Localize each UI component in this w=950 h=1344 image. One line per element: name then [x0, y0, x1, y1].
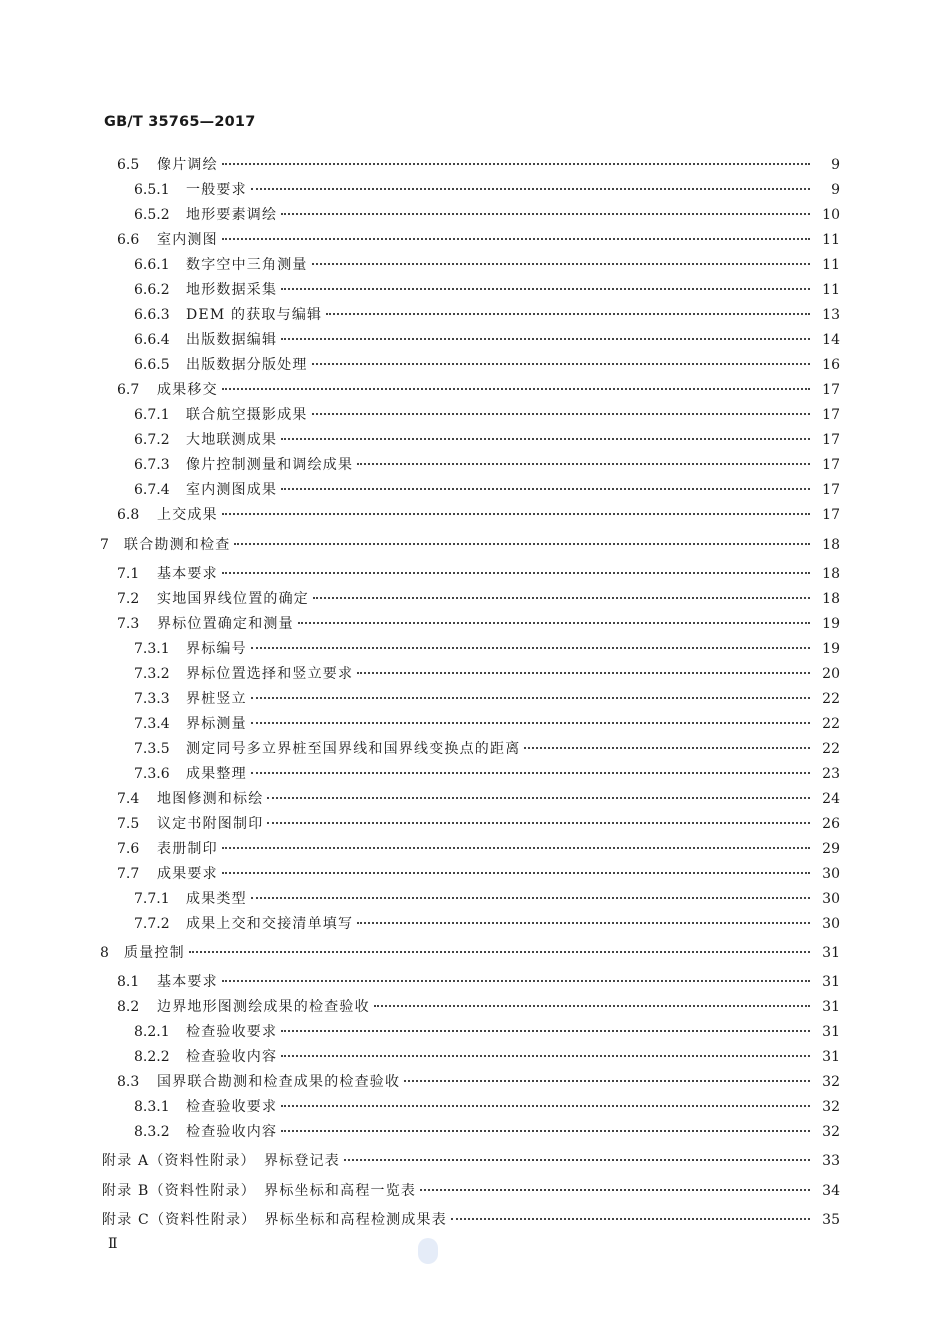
- toc-entry-number: 7.1: [117, 566, 140, 582]
- toc-page-number: 31: [822, 1049, 840, 1065]
- toc-entry-number: 8.2: [117, 999, 140, 1015]
- toc-appendix-entry[interactable]: [100, 1180, 840, 1200]
- toc-entry-number: 6.6.5: [134, 357, 170, 373]
- toc-entry-title: 数字空中三角测量: [186, 257, 308, 273]
- toc-page-number: 9: [831, 182, 840, 198]
- toc-entry-title: 质量控制: [124, 945, 185, 961]
- toc-page-number: 26: [822, 816, 840, 832]
- toc-dot-leader: [267, 797, 810, 799]
- toc-dot-leader: [234, 543, 810, 545]
- toc-entry[interactable]: [100, 1121, 840, 1141]
- toc-entry-number: 8.3.1: [134, 1099, 170, 1115]
- toc-entry[interactable]: [100, 788, 840, 808]
- toc-entry[interactable]: [100, 813, 840, 833]
- toc-dot-leader: [281, 213, 810, 215]
- toc-dot-leader: [357, 463, 810, 465]
- toc-entry-title: 成果类型: [186, 891, 247, 907]
- toc-entry-title: 界桩竖立: [186, 691, 247, 707]
- toc-entry-title: 检查验收要求: [186, 1024, 278, 1040]
- toc-page-number: 11: [822, 232, 840, 248]
- toc-dot-leader: [281, 1105, 810, 1107]
- toc-entry-number: 8.2.1: [134, 1024, 170, 1040]
- toc-page-number: 31: [822, 999, 840, 1015]
- toc-entry-number: 8.3: [117, 1074, 140, 1090]
- toc-entry-title: 界标编号: [186, 641, 247, 657]
- toc-dot-leader: [222, 388, 810, 390]
- toc-dot-leader: [357, 922, 810, 924]
- toc-entry-title: 边界地形图测绘成果的检查验收: [157, 999, 370, 1015]
- toc-entry-number: 8.2.2: [134, 1049, 170, 1065]
- toc-entry[interactable]: [100, 638, 840, 658]
- toc-entry[interactable]: [100, 588, 840, 608]
- toc-page-number: 30: [822, 866, 840, 882]
- toc-page-number: 10: [822, 207, 840, 223]
- toc-entry[interactable]: [100, 229, 840, 249]
- toc-entry-title: 出版数据编辑: [186, 332, 278, 348]
- toc-dot-leader: [420, 1189, 810, 1191]
- toc-entry[interactable]: [100, 534, 840, 554]
- toc-entry-number: 7.6: [117, 841, 140, 857]
- toc-entry-title: 界标位置选择和竖立要求: [186, 666, 354, 682]
- toc-entry[interactable]: [100, 429, 840, 449]
- toc-entry[interactable]: [100, 613, 840, 633]
- toc-dot-leader: [281, 338, 810, 340]
- toc-dot-leader: [312, 263, 810, 265]
- toc-dot-leader: [312, 413, 810, 415]
- toc-entry-title: 基本要求: [157, 974, 218, 990]
- toc-dot-leader: [251, 772, 810, 774]
- toc-page-number: 19: [822, 641, 840, 657]
- toc-page-number: 31: [822, 974, 840, 990]
- toc-entry-title: 室内测图成果: [186, 482, 278, 498]
- toc-entry-number: 6.5.1: [134, 182, 170, 198]
- toc-dot-leader: [374, 1005, 810, 1007]
- toc-entry-number: 7.3.5: [134, 741, 170, 757]
- toc-entry[interactable]: [100, 942, 840, 962]
- toc-entry-title: 界标测量: [186, 716, 247, 732]
- toc-dot-leader: [344, 1159, 810, 1161]
- toc-page-number: 32: [822, 1124, 840, 1140]
- toc-entry-title: 地形数据采集: [186, 282, 278, 298]
- toc-dot-leader: [281, 288, 810, 290]
- toc-page-number: 11: [822, 282, 840, 298]
- toc-entry-title: 出版数据分版处理: [186, 357, 308, 373]
- toc-page-number: 29: [822, 841, 840, 857]
- toc-entry[interactable]: [100, 329, 840, 349]
- toc-dot-leader: [451, 1218, 810, 1220]
- toc-entry-title: 附录 C（资料性附录） 界标坐标和高程检测成果表: [102, 1212, 447, 1228]
- toc-entry-number: 7.2: [117, 591, 140, 607]
- toc-entry[interactable]: [100, 1071, 840, 1091]
- toc-dot-leader: [251, 647, 810, 649]
- toc-dot-leader: [281, 488, 810, 490]
- toc-entry-number: 8: [100, 945, 109, 961]
- toc-entry-title: 成果上交和交接清单填写: [186, 916, 354, 932]
- toc-entry-title: 成果整理: [186, 766, 247, 782]
- toc-entry[interactable]: [100, 763, 840, 783]
- standard-code-header: GB/T 35765—2017: [104, 114, 256, 130]
- toc-page-number: 22: [822, 691, 840, 707]
- toc-entry-number: 6.6.4: [134, 332, 170, 348]
- toc-page-number: 16: [822, 357, 840, 373]
- toc-entry-title: 像片控制测量和调绘成果: [186, 457, 354, 473]
- toc-entry-title: 上交成果: [157, 507, 218, 523]
- toc-entry-title: 议定书附图制印: [157, 816, 264, 832]
- toc-entry-title: 国界联合勘测和检查成果的检查验收: [157, 1074, 401, 1090]
- toc-entry[interactable]: [100, 154, 840, 174]
- toc-entry-title: 检查验收要求: [186, 1099, 278, 1115]
- toc-entry[interactable]: [100, 254, 840, 274]
- toc-page-number: 18: [822, 566, 840, 582]
- toc-entry-title: 附录 A（资料性附录） 界标登记表: [102, 1153, 340, 1169]
- toc-entry[interactable]: [100, 304, 840, 324]
- toc-page-number: 20: [822, 666, 840, 682]
- toc-page-number: 17: [822, 482, 840, 498]
- toc-dot-leader: [222, 872, 810, 874]
- toc-dot-leader: [189, 951, 810, 953]
- toc-entry-title: 测定同号多立界桩至国界线和国界线变换点的距离: [186, 741, 521, 757]
- toc-entry-title: 室内测图: [157, 232, 218, 248]
- toc-page-number: 31: [822, 1024, 840, 1040]
- toc-entry[interactable]: [100, 204, 840, 224]
- toc-entry-number: 7.7.2: [134, 916, 170, 932]
- toc-page-number: 33: [822, 1153, 840, 1169]
- toc-page-number: 13: [822, 307, 840, 323]
- toc-dot-leader: [222, 513, 810, 515]
- toc-entry-number: 7.3.1: [134, 641, 170, 657]
- toc-entry-number: 8.3.2: [134, 1124, 170, 1140]
- toc-entry[interactable]: [100, 913, 840, 933]
- toc-entry[interactable]: [100, 863, 840, 883]
- toc-entry-title: 成果移交: [157, 382, 218, 398]
- toc-entry[interactable]: [100, 454, 840, 474]
- toc-entry-title: 实地国界线位置的确定: [157, 591, 309, 607]
- toc-page-number: 23: [822, 766, 840, 782]
- toc-entry[interactable]: [100, 404, 840, 424]
- toc-entry-number: 6.6.1: [134, 257, 170, 273]
- toc-page-number: 31: [822, 945, 840, 961]
- toc-page-number: 18: [822, 591, 840, 607]
- toc-page-number: 17: [822, 382, 840, 398]
- toc-entry[interactable]: [100, 996, 840, 1016]
- toc-page-number: 14: [822, 332, 840, 348]
- toc-entry-title: 检查验收内容: [186, 1049, 278, 1065]
- toc-entry-title: 大地联测成果: [186, 432, 278, 448]
- toc-dot-leader: [326, 313, 810, 315]
- toc-entry-number: 6.8: [117, 507, 140, 523]
- toc-dot-leader: [251, 697, 810, 699]
- toc-entry[interactable]: [100, 838, 840, 858]
- toc-page-number: 30: [822, 916, 840, 932]
- toc-entry[interactable]: [100, 354, 840, 374]
- toc-entry-title: DEM 的获取与编辑: [186, 307, 323, 323]
- toc-entry[interactable]: [100, 279, 840, 299]
- toc-entry-title: 检查验收内容: [186, 1124, 278, 1140]
- toc-entry-title: 像片调绘: [157, 157, 218, 173]
- toc-dot-leader: [222, 847, 810, 849]
- toc-entry-title: 成果要求: [157, 866, 218, 882]
- toc-entry[interactable]: [100, 688, 840, 708]
- toc-entry-number: 7.7.1: [134, 891, 170, 907]
- toc-dot-leader: [222, 980, 810, 982]
- toc-entry-number: 7.3.4: [134, 716, 170, 732]
- toc-dot-leader: [251, 188, 810, 190]
- toc-dot-leader: [222, 163, 810, 165]
- toc-entry-number: 7.3.6: [134, 766, 170, 782]
- toc-entry-number: 7: [100, 537, 109, 553]
- toc-entry-title: 联合勘测和检查: [124, 537, 231, 553]
- toc-entry-title: 地图修测和标绘: [157, 791, 264, 807]
- toc-dot-leader: [281, 1030, 810, 1032]
- toc-entry[interactable]: [100, 1021, 840, 1041]
- toc-entry-title: 一般要求: [186, 182, 247, 198]
- toc-entry-number: 6.6: [117, 232, 140, 248]
- toc-entry-title: 联合航空摄影成果: [186, 407, 308, 423]
- toc-entry[interactable]: [100, 504, 840, 524]
- toc-page-number: 11: [822, 257, 840, 273]
- toc-page-number: 30: [822, 891, 840, 907]
- toc-dot-leader: [357, 672, 810, 674]
- toc-entry-number: 7.5: [117, 816, 140, 832]
- toc-page-number: 32: [822, 1099, 840, 1115]
- toc-page-number: 9: [831, 157, 840, 173]
- toc-entry-number: 6.7.4: [134, 482, 170, 498]
- toc-dot-leader: [404, 1080, 810, 1082]
- toc-dot-leader: [251, 722, 810, 724]
- toc-appendix-entry[interactable]: [100, 1150, 840, 1170]
- toc-entry-number: 7.3: [117, 616, 140, 632]
- toc-entry-number: 6.7.3: [134, 457, 170, 473]
- page-marker-decoration: [418, 1238, 438, 1264]
- toc-dot-leader: [313, 597, 810, 599]
- toc-entry[interactable]: [100, 713, 840, 733]
- toc-dot-leader: [298, 622, 810, 624]
- toc-entry-number: 6.6.3: [134, 307, 170, 323]
- toc-dot-leader: [312, 363, 810, 365]
- toc-page-number: 35: [822, 1212, 840, 1228]
- toc-entry-number: 7.3.2: [134, 666, 170, 682]
- toc-entry-number: 6.5: [117, 157, 140, 173]
- toc-entry-number: 7.7: [117, 866, 140, 882]
- toc-entry[interactable]: [100, 971, 840, 991]
- toc-page-number: 18: [822, 537, 840, 553]
- toc-entry-number: 6.7.2: [134, 432, 170, 448]
- toc-page-number: 17: [822, 432, 840, 448]
- page-number-footer: Ⅱ: [108, 1236, 118, 1252]
- toc-page-number: 22: [822, 716, 840, 732]
- toc-entry-number: 6.7: [117, 382, 140, 398]
- toc-dot-leader: [281, 1055, 810, 1057]
- toc-entry[interactable]: [100, 663, 840, 683]
- toc-page-number: 34: [822, 1183, 840, 1199]
- toc-page-number: 17: [822, 407, 840, 423]
- toc-entry[interactable]: [100, 563, 840, 583]
- toc-entry-title: 基本要求: [157, 566, 218, 582]
- toc-entry-number: 7.4: [117, 791, 140, 807]
- toc-page-number: 17: [822, 507, 840, 523]
- toc-entry-number: 6.5.2: [134, 207, 170, 223]
- toc-page-number: 19: [822, 616, 840, 632]
- toc-entry-title: 表册制印: [157, 841, 218, 857]
- toc-entry[interactable]: [100, 379, 840, 399]
- toc-dot-leader: [251, 897, 810, 899]
- toc-dot-leader: [222, 572, 810, 574]
- toc-dot-leader: [281, 1130, 810, 1132]
- toc-entry[interactable]: [100, 479, 840, 499]
- toc-entry-number: 8.1: [117, 974, 140, 990]
- toc-dot-leader: [281, 438, 810, 440]
- toc-page-number: 17: [822, 457, 840, 473]
- toc-page-number: 22: [822, 741, 840, 757]
- toc-page-number: 24: [822, 791, 840, 807]
- toc-entry[interactable]: [100, 888, 840, 908]
- toc-entry[interactable]: [100, 738, 840, 758]
- toc-entry-title: 附录 B（资料性附录） 界标坐标和高程一览表: [102, 1183, 417, 1199]
- toc-entry[interactable]: [100, 1046, 840, 1066]
- toc-dot-leader: [524, 747, 810, 749]
- toc-entry[interactable]: [100, 179, 840, 199]
- toc-dot-leader: [267, 822, 810, 824]
- toc-page-number: 32: [822, 1074, 840, 1090]
- toc-entry-number: 6.7.1: [134, 407, 170, 423]
- toc-entry-title: 地形要素调绘: [186, 207, 278, 223]
- toc-entry-title: 界标位置确定和测量: [157, 616, 294, 632]
- toc-entry-number: 6.6.2: [134, 282, 170, 298]
- toc-entry[interactable]: [100, 1096, 840, 1116]
- toc-entry-number: 7.3.3: [134, 691, 170, 707]
- toc-appendix-entry[interactable]: [100, 1209, 840, 1229]
- toc-dot-leader: [222, 238, 810, 240]
